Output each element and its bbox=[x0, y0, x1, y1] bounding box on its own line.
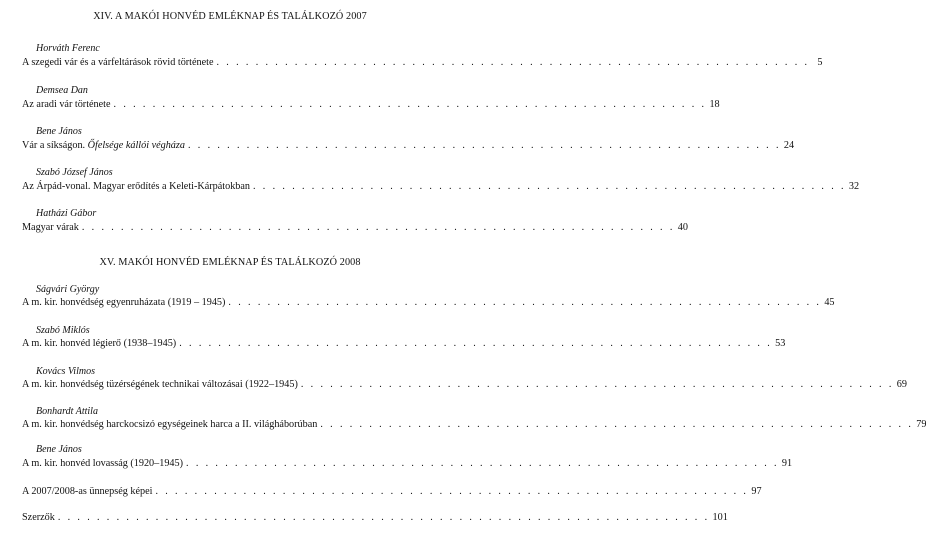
entry-title: Az Árpád-vonal. Magyar erődítés a Keleti-Kárpátokban bbox=[22, 181, 250, 192]
dot-leader: . . . . . . . . . . . . . . . . . . . . . . . . . . . . . . . . . . . . . . . . . . . . . . . . . . . . . . . . . . . . . bbox=[300, 379, 894, 390]
entry-author: Horváth Ferenc bbox=[36, 43, 100, 54]
entry-page-number: 45 bbox=[824, 297, 835, 308]
toc-entry[interactable] bbox=[22, 57, 823, 71]
entry-page-number: 53 bbox=[775, 338, 786, 349]
toc-entry[interactable] bbox=[22, 338, 786, 352]
entry-author: Ságvári György bbox=[36, 284, 100, 295]
table-of-contents bbox=[22, 0, 926, 542]
entry-author: Hatházi Gábor bbox=[36, 208, 97, 219]
entry-page-number: 18 bbox=[709, 99, 720, 110]
dot-leader: . . . . . . . . . . . . . . . . . . . . . . . . . . . . . . . . . . . . . . . . . . . . . . . . . . . . . . . . . . . . . bbox=[228, 297, 822, 308]
toc-entry[interactable] bbox=[22, 222, 688, 236]
dot-leader: . . . . . . . . . . . . . . . . . . . . . . . . . . . . . . . . . . . . . . . . . . . . . . . . . . . . . . . . . . . . . bbox=[155, 486, 749, 497]
entry-title: A m. kir. honvéd légierő (1938–1945) bbox=[22, 338, 177, 349]
entry-page-number: 24 bbox=[783, 140, 795, 151]
dot-leader: . . . . . . . . . . . . . . . . . . . . . . . . . . . . . . . . . . . . . . . . . . . . . . . . . . . . . . . . . . . . . . . . . . . bbox=[57, 512, 710, 523]
dot-leader: . . . . . . . . . . . . . . . . . . . . . . . . . . . . . . . . . . . . . . . . . . . . . . . . . . . . . . . . . . . . . bbox=[179, 338, 773, 349]
entry-page-number: 97 bbox=[751, 486, 762, 497]
dot-leader: . . . . . . . . . . . . . . . . . . . . . . . . . . . . . . . . . . . . . . . . . . . . . . . . . . . . . . . . . . . . . bbox=[187, 140, 781, 151]
dot-leader: . . . . . . . . . . . . . . . . . . . . . . . . . . . . . . . . . . . . . . . . . . . . . . . . . . . . . . . . . . . . . bbox=[113, 99, 707, 110]
toc-entry[interactable] bbox=[22, 99, 720, 113]
section-heading: XV. MAKÓI HONVÉD EMLÉKNAP ÉS TALÁLKOZÓ 2008 bbox=[99, 257, 361, 268]
entry-title bbox=[22, 140, 185, 151]
toc-entry[interactable] bbox=[22, 181, 860, 195]
entry-page-number: 32 bbox=[848, 181, 860, 192]
entry-author: Bene János bbox=[36, 444, 82, 455]
toc-entry[interactable] bbox=[22, 486, 762, 500]
entry-author: Szabó József János bbox=[36, 167, 113, 178]
entry-title: A m. kir. honvédség egyenruházata (1919 – 1945) bbox=[22, 297, 226, 308]
toc-entry[interactable] bbox=[22, 512, 728, 526]
toc-entry[interactable] bbox=[22, 297, 835, 311]
entry-author: Kovács Vilmos bbox=[36, 366, 95, 377]
dot-leader: . . . . . . . . . . . . . . . . . . . . . . . . . . . . . . . . . . . . . . . . . . . . . . . . . . . . . . . . . . . . . bbox=[186, 458, 779, 469]
entry-author: Szabó Miklós bbox=[36, 325, 90, 336]
entry-page-number: 101 bbox=[712, 512, 728, 523]
toc-entry[interactable] bbox=[22, 419, 926, 433]
section-heading: XIV. A MAKÓI HONVÉD EMLÉKNAP ÉS TALÁLKOZÓ 2007 bbox=[93, 11, 367, 22]
entry-page-number: 79 bbox=[916, 419, 926, 430]
entry-title: Szerzők bbox=[22, 512, 55, 523]
entry-page-number: 40 bbox=[677, 222, 688, 233]
dot-leader: . . . . . . . . . . . . . . . . . . . . . . . . . . . . . . . . . . . . . . . . . . . . . . . . . . . . . . . . . . . . . bbox=[253, 181, 846, 192]
entry-title: Magyar várak bbox=[22, 222, 79, 233]
toc-entry[interactable] bbox=[22, 379, 907, 393]
entry-author: Demsea Dan bbox=[36, 85, 88, 96]
entry-title-italic: Őfelsége kállói végháza bbox=[87, 140, 185, 151]
entry-title-plain: Vár a síkságon. bbox=[22, 140, 86, 151]
entry-title: A szegedi vár és a várfeltárások rövid története bbox=[22, 57, 214, 68]
entry-page-number: 5 bbox=[817, 57, 823, 68]
entry-page-number: 91 bbox=[781, 458, 793, 469]
entry-page-number: 69 bbox=[896, 379, 907, 390]
dot-leader: . . . . . . . . . . . . . . . . . . . . . . . . . . . . . . . . . . . . . . . . . . . . . . . . . . . . . . . . . . . . . bbox=[216, 57, 810, 68]
entry-title: A m. kir. honvédség tüzérségének technikai változásai (1922–1945) bbox=[22, 379, 298, 390]
entry-author: Bene János bbox=[36, 126, 82, 137]
dot-leader: . . . . . . . . . . . . . . . . . . . . . . . . . . . . . . . . . . . . . . . . . . . . . . . . . . . . . . . . . . . . . bbox=[320, 419, 914, 430]
entry-title: A m. kir. honvéd lovasság (1920–1945) bbox=[22, 458, 184, 469]
entry-author: Bonhardt Attila bbox=[36, 406, 98, 417]
toc-entry[interactable] bbox=[22, 458, 793, 472]
entry-title: Az aradi vár története bbox=[22, 99, 111, 110]
toc-entry[interactable] bbox=[22, 140, 795, 154]
entry-title: A 2007/2008-as ünnepség képei bbox=[22, 486, 153, 497]
dot-leader: . . . . . . . . . . . . . . . . . . . . . . . . . . . . . . . . . . . . . . . . . . . . . . . . . . . . . . . . . . . . . bbox=[81, 222, 675, 233]
entry-title: A m. kir. honvédség harckocsizó egységeinek harca a II. világháborúban bbox=[22, 419, 318, 430]
